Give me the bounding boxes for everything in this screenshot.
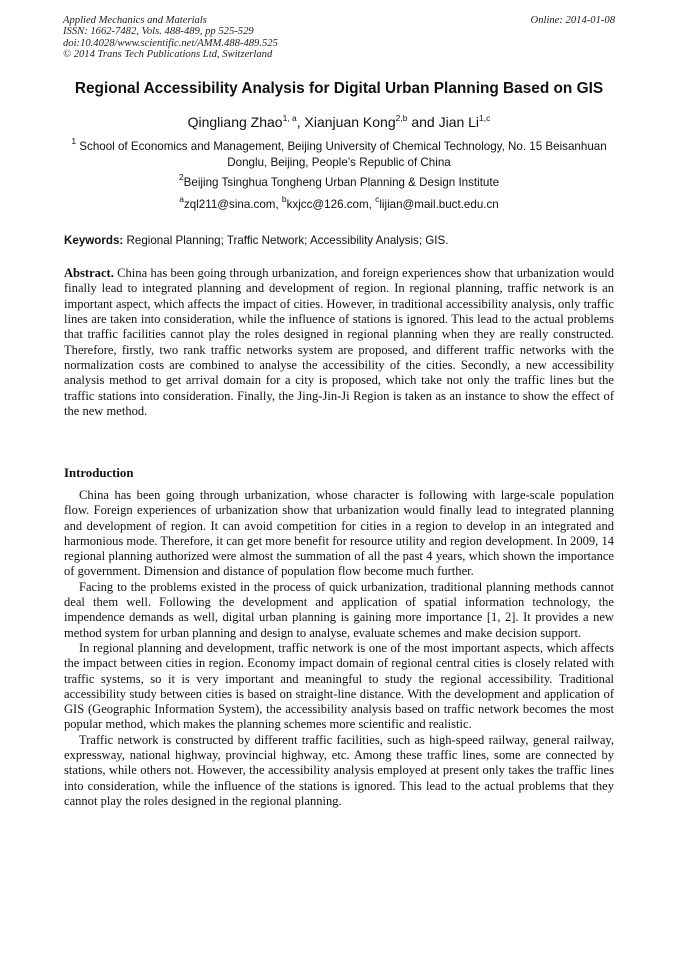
journal-copyright: © 2014 Trans Tech Publications Ltd, Switzerland bbox=[63, 49, 273, 61]
email-marker: c bbox=[375, 194, 380, 204]
abstract-text: China has been going through urbanization, and foreign experiences show that urbanization would finally lead to integrated planning and development of region. In regional planning, traffic network is an important aspect, which affects the impact of cities. However, in traditional accessibility analysis, only traffic lines are taken into consideration, while the influence of stations is ignored. This lead to the actual problems that traffic facilities cannot play the roles designed in regional planning when they are really constructed. Therefore, firstly, two rank traffic networks system are proposed, and different traffic networks with the normalization costs are combined to analyse the accessibility of the cities. Secondly, a new accessibility analysis method to get arrival domain for a city is proposed, which take not only the traffic lines but the traffic stations into consideration. Finally, the Jing-Jin-Ji Region is taken as an instance to show the effect of the new method. bbox=[64, 266, 614, 419]
email-separator: , bbox=[368, 198, 376, 211]
affiliation-text: Beijing Tsinghua Tongheng Urban Planning & Design Institute bbox=[183, 176, 500, 189]
email-address[interactable]: kxjcc@126.com bbox=[286, 198, 369, 211]
author-name: Qingliang Zhao bbox=[187, 114, 283, 130]
author-name: Xianjuan Kong bbox=[304, 114, 396, 130]
abstract-section bbox=[64, 266, 614, 419]
author-list bbox=[40, 113, 638, 131]
email-list bbox=[60, 194, 618, 213]
keywords-text: Regional Planning; Traffic Network; Accessibility Analysis; GIS. bbox=[123, 234, 449, 247]
email-address[interactable]: lijian@mail.buct.edu.cn bbox=[379, 198, 499, 211]
abstract-label: Abstract. bbox=[64, 266, 114, 280]
affiliation-marker: 1 bbox=[71, 136, 77, 146]
journal-issn: ISSN: 1662-7482, Vols. 488-489, pp 525-529 bbox=[63, 26, 254, 38]
author-superscript: 2,b bbox=[395, 113, 408, 123]
author-name: Jian Li bbox=[438, 114, 480, 130]
paragraph: China has been going through urbanization, whose character is following with large-scale population flow. Foreign experiences of urbanization show that urbanization would finally lead to integrated planning and development of region. It can avoid competition for cities in a region to develop in an integrated and harmonious mode. Therefore, it can get more benefit for resource utility and region development. In 2009, 14 regional planning authorized were almost the summation of all the past 4 years, which shown the importance of government. Dimension and distance of population flow become much further. bbox=[64, 488, 614, 579]
author-separator: and bbox=[407, 114, 439, 130]
paragraph: Traffic network is constructed by different traffic facilities, such as high-speed railway, general railway, expressway, national highway, provincial highway, etc. Among these traffic lines, some are connected by stations, while others not. However, the accessibility analysis employed at present only takes the traffic lines into consideration, while the influence of the stations is ignored. This lead to the actual problems that they cannot play the roles designed in the regional planning. bbox=[64, 732, 614, 808]
keywords-section bbox=[64, 233, 614, 248]
keywords-label: Keywords: bbox=[64, 234, 124, 247]
journal-name: Applied Mechanics and Materials bbox=[63, 15, 207, 26]
author-superscript: 1,c bbox=[479, 113, 491, 123]
paper-title: Regional Accessibility Analysis for Digital Urban Planning Based on GIS bbox=[74, 80, 604, 97]
affiliation-1 bbox=[60, 136, 618, 170]
journal-info bbox=[63, 15, 278, 61]
journal-doi: doi:10.4028/www.scientific.net/AMM.488-489.525 bbox=[63, 37, 278, 49]
affiliation-marker: 2 bbox=[178, 172, 184, 182]
author-superscript: 1, a bbox=[282, 113, 297, 123]
section-heading-introduction: Introduction bbox=[64, 466, 134, 480]
paragraph: Facing to the problems existed in the process of quick urbanization, traditional planning methods cannot deal them well. Following the development and application of spatial information technology, the impendence demands as well, digital urban planning is gaining more importance [1, 2]. It provides a new method system for urban planning and design to analyse, evaluate schemes and make decision support. bbox=[64, 579, 614, 640]
email-separator: , bbox=[275, 198, 282, 211]
email-marker: a bbox=[179, 194, 184, 204]
introduction-body bbox=[64, 488, 614, 809]
affiliation-2 bbox=[60, 172, 618, 191]
email-marker: b bbox=[281, 194, 287, 204]
paragraph: In regional planning and development, traffic network is one of the most important aspects, which affects the impact between cities in region. Economy impact domain of regional central cities is closely related with traffic systems, so it is very important and meaningful to study the regional accessibility. Traditional accessibility study between cities is based on straight-line distance. With the development and application of GIS (Geographic Information System), the accessibility analysis based on traffic network becomes the most popular method, which makes the planning schemes more scientific and realistic. bbox=[64, 640, 614, 732]
author-separator: , bbox=[296, 114, 305, 130]
affiliation-text: School of Economics and Management, Beijing University of Chemical Technology, No. 15 Beisanhuan Donglu, Beijing, People’s Republic of China bbox=[76, 140, 607, 169]
online-date: Online: 2014-01-08 bbox=[530, 15, 615, 26]
email-address[interactable]: zql211@sina.com bbox=[183, 198, 276, 211]
